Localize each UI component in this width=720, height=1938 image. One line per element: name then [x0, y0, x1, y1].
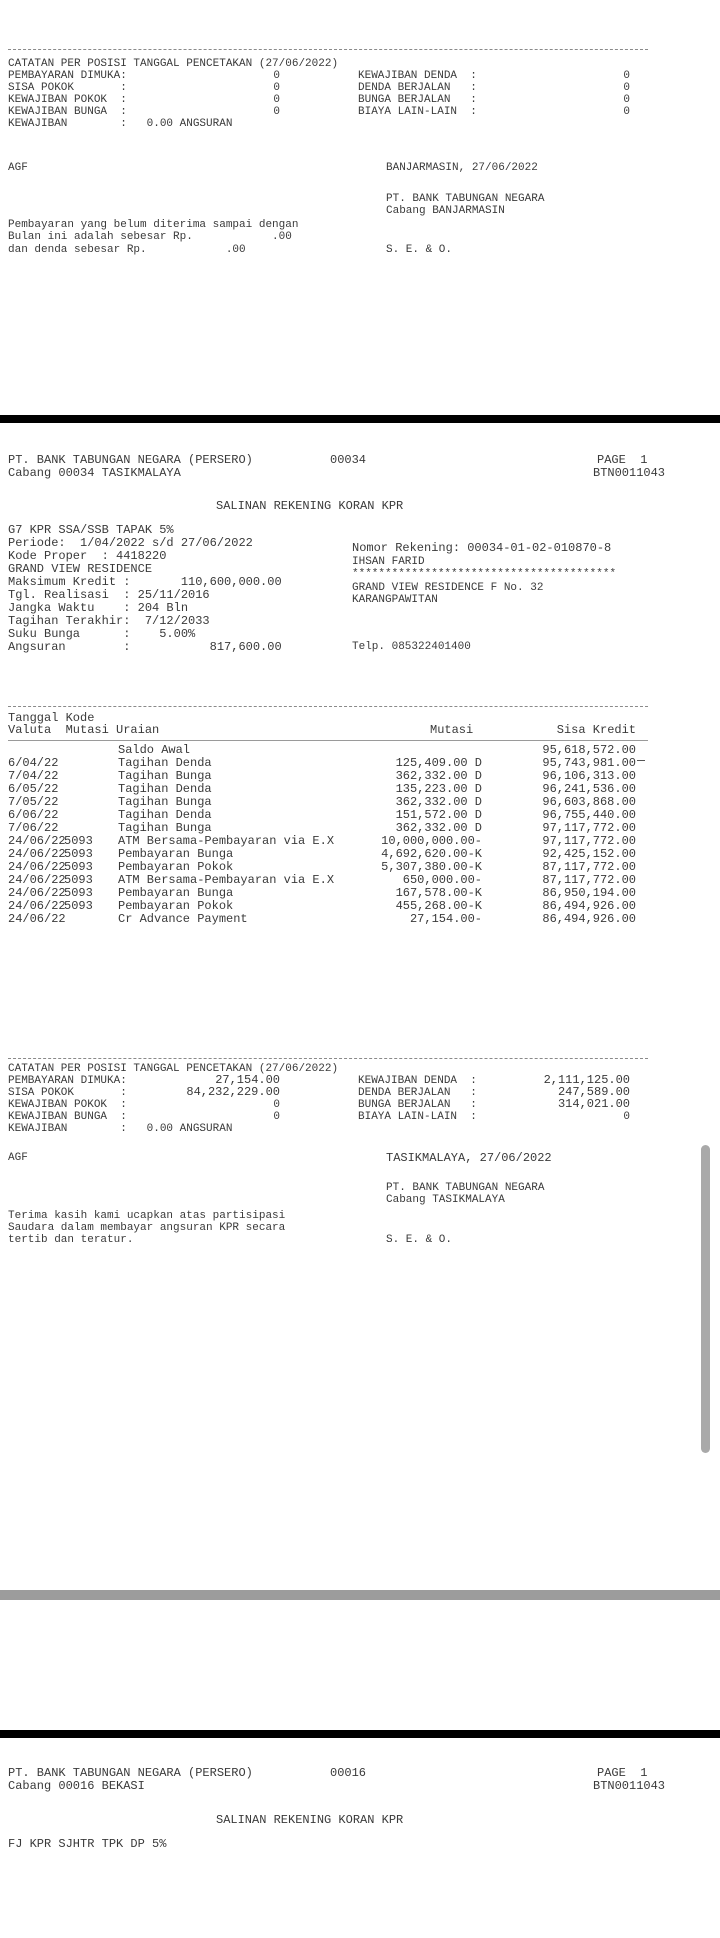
cell-kode: 5093: [64, 860, 93, 874]
cell-mutasi: 167,578.00-K: [395, 886, 482, 900]
cell-sisa-kredit: 87,117,772.00: [542, 873, 636, 887]
biaya-lain-value: 0: [623, 106, 630, 118]
statement-page-banjarmasin: [0, 0, 720, 415]
cell-uraian: Pembayaran Bunga: [118, 886, 234, 900]
cell-tanggal: 24/06/22: [8, 912, 66, 926]
kewajiban-bunga-label: KEWAJIBAN BUNGA :: [8, 106, 127, 118]
cell-mutasi: 27,154.00-: [409, 912, 482, 926]
bunga-berjalan-value: 0: [623, 94, 630, 106]
kewajiban-angsuran: KEWAJIBAN : 0.00 ANGSURAN: [8, 118, 233, 130]
pembayaran-dimuka-label: PEMBAYARAN DIMUKA:: [8, 70, 127, 82]
cell-uraian: Pembayaran Pokok: [118, 899, 234, 913]
statement-page-bekasi: [0, 1738, 720, 1938]
tgl-realisasi-line: Tgl. Realisasi : 25/11/2016: [8, 588, 210, 602]
cell-kode: 5093: [64, 847, 93, 861]
cell-sisa-kredit: 95,743,981.00: [542, 756, 636, 770]
suku-bunga-line: Suku Bunga : 5.00%: [8, 627, 196, 641]
address-line-1: GRAND VIEW RESIDENCE F No. 32: [352, 582, 544, 594]
angsuran-line: Angsuran : 817,600.00: [8, 640, 282, 654]
kewajiban-bunga-label: KEWAJIBAN BUNGA :: [8, 1111, 127, 1123]
document-title: SALINAN REKENING KORAN KPR: [216, 1813, 404, 1827]
note-line-3: tertib dan teratur.: [8, 1234, 134, 1246]
cell-kode: 5093: [64, 873, 93, 887]
branch-name: Cabang BANJARMASIN: [386, 205, 505, 217]
cell-uraian: Tagihan Denda: [118, 808, 212, 822]
kewajiban-pokok-value: 0: [273, 1099, 280, 1111]
cell-tanggal: 24/06/22: [8, 873, 66, 887]
cell-tanggal: 24/06/22: [8, 899, 66, 913]
note-line-3: dan denda sebesar Rp. .00: [8, 244, 246, 256]
denda-berjalan-value: 247,589.00: [557, 1085, 630, 1099]
biaya-lain-label: BIAYA LAIN-LAIN :: [358, 106, 477, 118]
sisa-pokok-value: 0: [273, 82, 280, 94]
cell-uraian: Pembayaran Pokok: [118, 860, 234, 874]
agf-label: AGF: [8, 162, 28, 174]
cell-tanggal: 6/06/22: [8, 808, 59, 822]
dashed-divider: [8, 1058, 648, 1059]
kewajiban-denda-value: 0: [623, 70, 630, 82]
sisa-pokok-label: SISA POKOK :: [8, 82, 127, 94]
cell-sisa-kredit: 86,950,194.00: [542, 886, 636, 900]
cell-sisa-kredit: 95,618,572.00: [542, 743, 636, 757]
cell-tanggal: 24/06/22: [8, 886, 66, 900]
header-branch: Cabang 00034 TASIKMALAYA: [8, 466, 181, 480]
cell-mutasi: 5,307,380.00-K: [381, 860, 482, 874]
cell-tanggal: 7/04/22: [8, 769, 59, 783]
kewajiban-denda-label: KEWAJIBAN DENDA :: [358, 70, 477, 82]
dashed-divider: [8, 706, 648, 707]
denda-berjalan-value: 0: [623, 82, 630, 94]
project-line: GRAND VIEW RESIDENCE: [8, 562, 153, 576]
text-cursor-mark: [637, 760, 645, 761]
header-branch: Cabang 00016 BEKASI: [8, 1779, 145, 1793]
cell-tanggal: 24/06/22: [8, 847, 66, 861]
catatan-header: CATATAN PER POSISI TANGGAL PENCETAKAN (27/06/2022): [8, 1063, 339, 1075]
cell-sisa-kredit: 86,494,926.00: [542, 899, 636, 913]
header-code: 00034: [330, 453, 367, 467]
cell-tanggal: 6/04/22: [8, 756, 59, 770]
cell-mutasi: 151,572.00 D: [395, 808, 482, 822]
note-line-2: Saudara dalam membayar angsuran KPR secara: [8, 1222, 286, 1234]
pembayaran-dimuka-value: 27,154.00: [215, 1073, 280, 1087]
tagihan-terakhir-line: Tagihan Terakhir: 7/12/2033: [8, 614, 210, 628]
cell-mutasi: 362,332.00 D: [395, 795, 482, 809]
cell-sisa-kredit: 96,106,313.00: [542, 769, 636, 783]
biaya-lain-value: 0: [623, 1111, 630, 1123]
cell-sisa-kredit: 92,425,152.00: [542, 847, 636, 861]
cell-tanggal: 7/05/22: [8, 795, 59, 809]
cell-tanggal: 7/06/22: [8, 821, 59, 835]
cell-tanggal: 6/05/22: [8, 782, 59, 796]
jangka-waktu-line: Jangka Waktu : 204 Bln: [8, 601, 189, 615]
cell-sisa-kredit: 96,755,440.00: [542, 808, 636, 822]
bank-name: PT. BANK TABUNGAN NEGARA: [386, 193, 545, 205]
cell-sisa-kredit: 96,603,868.00: [542, 795, 636, 809]
note-line-2: Bulan ini adalah sebesar Rp. .00: [8, 231, 292, 243]
column-header-sisa-kredit: Sisa Kredit: [556, 723, 636, 737]
cell-sisa-kredit: 96,241,536.00: [542, 782, 636, 796]
pembayaran-dimuka-label: PEMBAYARAN DIMUKA:: [8, 1075, 127, 1087]
maksimum-kredit-line: Maksimum Kredit : 110,600,000.00: [8, 575, 282, 589]
cell-kode: 5093: [64, 899, 93, 913]
phone-line: Telp. 085322401400: [352, 641, 471, 653]
dashed-divider: [8, 49, 648, 50]
denda-berjalan-label: DENDA BERJALAN :: [358, 1087, 477, 1099]
kewajiban-pokok-label: KEWAJIBAN POKOK :: [8, 1099, 127, 1111]
account-number: Nomor Rekening: 00034-01-02-010870-8: [352, 541, 612, 555]
column-header-mutasi: Mutasi: [430, 723, 474, 737]
header-page: PAGE 1: [597, 453, 648, 467]
cell-tanggal: 24/06/22: [8, 860, 66, 874]
city-date: TASIKMALAYA, 27/06/2022: [386, 1151, 552, 1165]
header-bank: PT. BANK TABUNGAN NEGARA (PERSERO): [8, 1766, 253, 1780]
bunga-berjalan-label: BUNGA BERJALAN :: [358, 94, 477, 106]
kewajiban-denda-value: 2,111,125.00: [543, 1073, 630, 1087]
header-id: BTN0011043: [593, 466, 666, 480]
cell-uraian: Saldo Awal: [118, 743, 191, 757]
cell-mutasi: 4,692,620.00-K: [381, 847, 482, 861]
kewajiban-pokok-label: KEWAJIBAN POKOK :: [8, 94, 127, 106]
cell-sisa-kredit: 86,494,926.00: [542, 912, 636, 926]
bunga-berjalan-label: BUNGA BERJALAN :: [358, 1099, 477, 1111]
cell-sisa-kredit: 97,117,772.00: [542, 821, 636, 835]
branch-name: Cabang TASIKMALAYA: [386, 1194, 505, 1206]
cell-mutasi: 362,332.00 D: [395, 769, 482, 783]
header-code: 00016: [330, 1766, 367, 1780]
column-header-line-1: Tanggal Kode: [8, 711, 95, 725]
agf-label: AGF: [8, 1152, 28, 1164]
cell-kode: 5093: [64, 834, 93, 848]
cell-uraian: Tagihan Bunga: [118, 795, 212, 809]
column-header-line-2: Valuta Mutasi Uraian: [8, 723, 160, 737]
cell-tanggal: 24/06/22: [8, 834, 66, 848]
horizontal-scrollbar[interactable]: [0, 1590, 720, 1600]
cell-mutasi: 135,223.00 D: [395, 782, 482, 796]
biaya-lain-label: BIAYA LAIN-LAIN :: [358, 1111, 477, 1123]
header-id: BTN0011043: [593, 1779, 666, 1793]
kewajiban-denda-label: KEWAJIBAN DENDA :: [358, 1075, 477, 1087]
masked-stars: ****************************************: [352, 568, 617, 580]
cell-uraian: Tagihan Denda: [118, 756, 212, 770]
cell-uraian: ATM Bersama-Pembayaran via E.X: [118, 834, 335, 848]
cell-uraian: Cr Advance Payment: [118, 912, 248, 926]
customer-name: IHSAN FARID: [352, 556, 425, 568]
address-line-2: KARANGPAWITAN: [352, 594, 438, 606]
statement-page-tasikmalaya: [0, 423, 720, 1730]
periode-line: Periode: 1/04/2022 s/d 27/06/2022: [8, 536, 253, 550]
catatan-header: CATATAN PER POSISI TANGGAL PENCETAKAN (27/06/2022): [8, 58, 339, 70]
cell-sisa-kredit: 87,117,772.00: [542, 860, 636, 874]
bank-name: PT. BANK TABUNGAN NEGARA: [386, 1182, 545, 1194]
bunga-berjalan-value: 314,021.00: [557, 1097, 630, 1111]
seo-mark: S. E. & O.: [386, 244, 453, 256]
cell-uraian: Pembayaran Bunga: [118, 847, 234, 861]
cell-mutasi: 125,409.00 D: [395, 756, 482, 770]
denda-berjalan-label: DENDA BERJALAN :: [358, 82, 477, 94]
sisa-pokok-value: 84,232,229.00: [186, 1085, 280, 1099]
header-bank: PT. BANK TABUNGAN NEGARA (PERSERO): [8, 453, 253, 467]
note-line-1: Pembayaran yang belum diterima sampai dengan: [8, 219, 299, 231]
sisa-pokok-label: SISA POKOK :: [8, 1087, 127, 1099]
cell-uraian: Tagihan Bunga: [118, 821, 212, 835]
seo-mark: S. E. & O.: [386, 1234, 453, 1246]
header-page: PAGE 1: [597, 1766, 648, 1780]
kewajiban-angsuran: KEWAJIBAN : 0.00 ANGSURAN: [8, 1123, 233, 1135]
kewajiban-bunga-value: 0: [273, 106, 280, 118]
header-underline: [8, 740, 648, 741]
pembayaran-dimuka-value: 0: [273, 70, 280, 82]
cell-uraian: ATM Bersama-Pembayaran via E.X: [118, 873, 335, 887]
note-line-1: Terima kasih kami ucapkan atas partisipasi: [8, 1210, 286, 1222]
cell-mutasi: 10,000,000.00-: [381, 834, 482, 848]
product-line: FJ KPR SJHTR TPK DP 5%: [8, 1837, 167, 1851]
document-title: SALINAN REKENING KORAN KPR: [216, 499, 404, 513]
cell-kode: 5093: [64, 886, 93, 900]
kewajiban-pokok-value: 0: [273, 94, 280, 106]
city-date: BANJARMASIN, 27/06/2022: [386, 162, 538, 174]
cell-mutasi: 362,332.00 D: [395, 821, 482, 835]
cell-sisa-kredit: 97,117,772.00: [542, 834, 636, 848]
kewajiban-bunga-value: 0: [273, 1111, 280, 1123]
product-line: G7 KPR SSA/SSB TAPAK 5%: [8, 523, 174, 537]
cell-mutasi: 455,268.00-K: [395, 899, 482, 913]
cell-mutasi: 650,000.00-: [402, 873, 482, 887]
vertical-scrollbar[interactable]: [701, 1145, 710, 1453]
cell-uraian: Tagihan Denda: [118, 782, 212, 796]
cell-uraian: Tagihan Bunga: [118, 769, 212, 783]
kode-proper-line: Kode Proper : 4418220: [8, 549, 167, 563]
